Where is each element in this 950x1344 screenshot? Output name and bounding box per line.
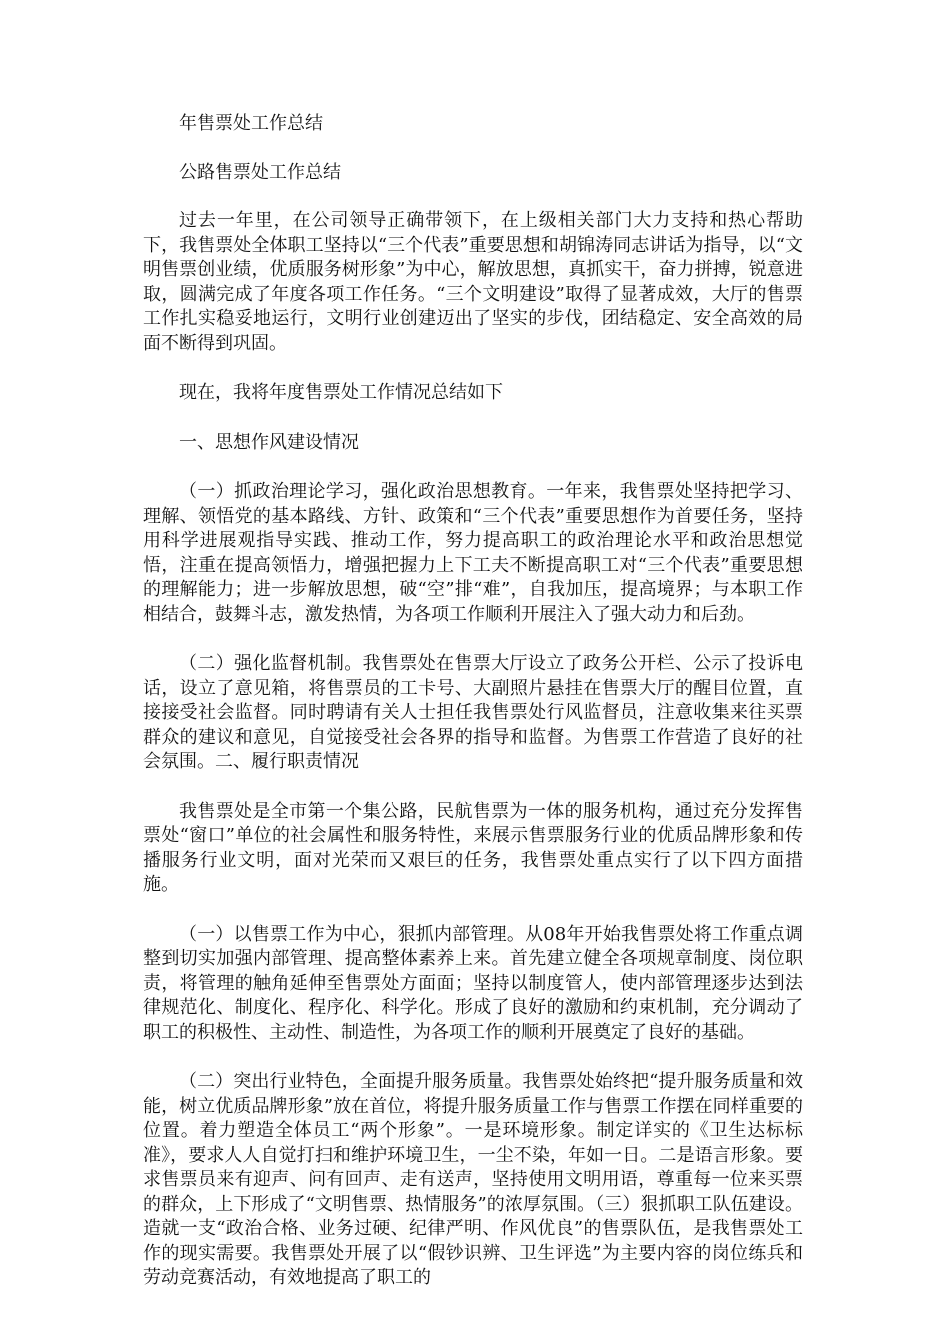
paragraph-supervision: （二）强化监督机制。我售票处在售票大厅设立了政务公开栏、公示了投诉电话，设立了意见箱，将售票员的工卡号、大副照片悬挂在售票大厅的醒目位置，直接接受社会监督。同时聘请有关人士担任我售票处行风监督员，注意收集来往买票群众的建议和意见，自觉接受社会各界的指导和监督。为售票工作营造了良好的社会氛围。二、履行职责情况 bbox=[143, 653, 803, 772]
paragraph-internal-management: （一）以售票工作为中心，狠抓内部管理。从08年开始我售票处将工作重点调整到切实加强内部管理、提高整体素养上来。首先建立健全各项规章制度、岗位职责，将管理的触角延伸至售票处方面面；坚持以制度管人，使内部管理逐步达到法律规范化、制度化、程序化、科学化。形成了良好的激励和约束机制，充分调动了职工的积极性、主动性、制造性，为各项工作的顺利开展奠定了良好的基础。 bbox=[143, 923, 803, 1043]
paragraph-summary-lead: 现在，我将年度售票处工作情况总结如下 bbox=[179, 382, 503, 403]
paragraph-political-study: （一）抓政治理论学习，强化政治思想教育。一年来，我售票处坚持把学习、理解、领悟党的基本路线、方针、政策和“三个代表”重要思想作为首要任务，坚持用科学进展观指导实践、推动工作，努力提高职工的政治理论水平和政治思想觉悟，注重在提高领悟力，增强把握力上下工夫不断提高职工对“三个代表”重要思想的理解能力；进一步解放思想，破“空”排“难”，自我加压，提高境界；与本职工作相结合，鼓舞斗志，激发热情，为各项工作顺利开展注入了强大动力和后劲。 bbox=[143, 481, 803, 625]
paragraph-service-organization: 我售票处是全市第一个集公路，民航售票为一体的服务机构，通过充分发挥售票处“窗口”单位的社会属性和服务特性，来展示售票服务行业的优质品牌形象和传播服务行业文明，面对光荣而又艰巨的任务，我售票处重点实行了以下四方面措施。 bbox=[143, 800, 803, 895]
section-heading-1: 一、思想作风建设情况 bbox=[179, 431, 359, 453]
document-body bbox=[143, 112, 803, 1316]
paragraph-intro: 过去一年里，在公司领导正确带领下，在上级相关部门大力支持和热心帮助下，我售票处全体职工坚持以“三个代表”重要思想和胡锦涛同志讲话为指导，以“文明售票创业绩，优质服务树形象”为中心，解放思想，真抓实干，奋力拼搏，锐意进取，圆满完成了年度各项工作任务。“三个文明建设”取得了显著成效，大厅的售票工作扎实稳妥地运行，文明行业创建迈出了坚实的步伐，团结稳定、安全高效的局面不断得到巩固。 bbox=[143, 210, 803, 354]
paragraph-service-quality: （二）突出行业特色，全面提升服务质量。我售票处始终把“提升服务质量和效能，树立优质品牌形象”放在首位，将提升服务质量工作与售票工作摆在同样重要的位置。着力塑造全体员工“两个形象”。一是环境形象。制定详实的《卫生达标标准》，要求人人自觉打扫和维护环境卫生，一尘不染，年如一日。二是语言形象。要求售票员来有迎声、问有回声、走有送声，坚持使用文明用语，尊重每一位来买票的群众，上下形成了“文明售票、热情服务”的浓厚氛围。（三）狠抓职工队伍建设。造就一支“政治合格、业务过硬、纪律严明、作风优良”的售票队伍，是我售票处工作的现实需要。我售票处开展了以“假钞识辨、卫生评选”为主要内容的岗位练兵和劳动竞赛活动，有效地提高了职工的 bbox=[143, 1071, 803, 1288]
document-subtitle: 公路售票处工作总结 bbox=[179, 161, 341, 183]
document-title: 年售票处工作总结 bbox=[179, 113, 323, 134]
